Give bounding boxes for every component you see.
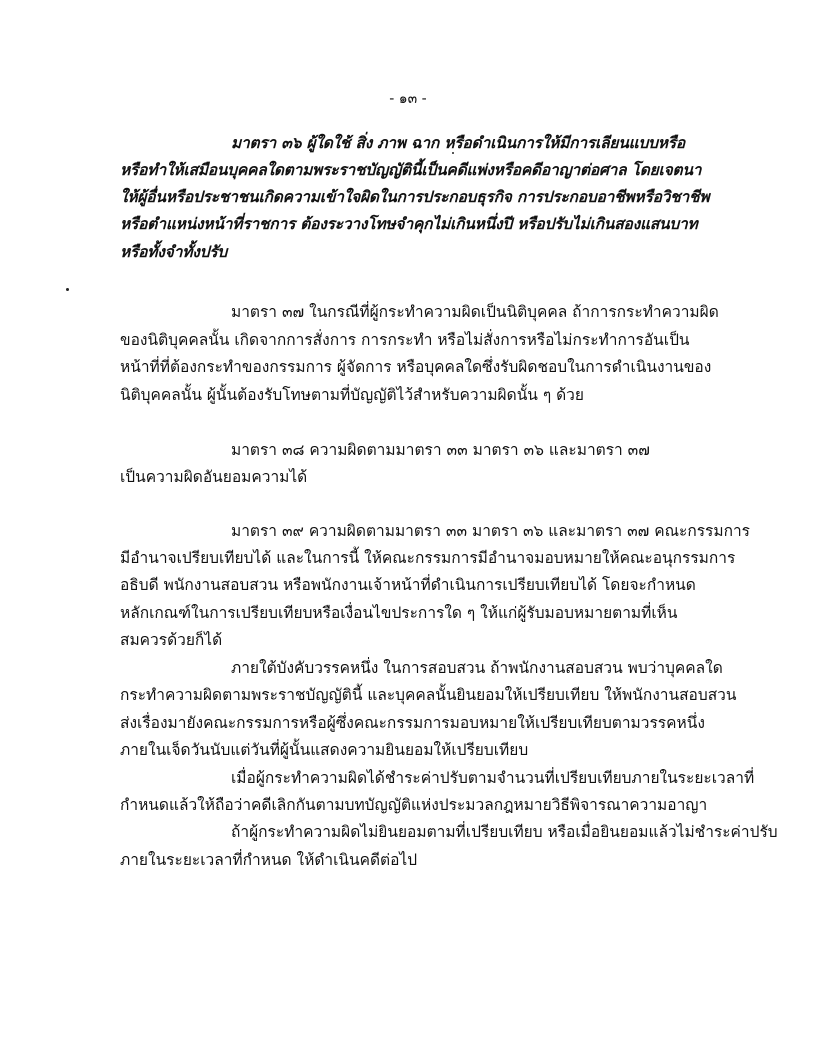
section-39-line-3: อธิบดี พนักงานสอบสวน หรือพนักงานเจ้าหน้าที่ดำเนินการเปรียบเทียบได้ โดยจะกำหนด: [120, 576, 696, 594]
section-36-line-4: หรือตำแหน่งหน้าที่ราชการ ต้องระวางโทษจำคุกไม่เกินหนึ่งปี หรือปรับไม่เกินสองแสนบาท: [120, 215, 698, 233]
section-39-line-2: มีอำนาจเปรียบเทียบได้ และในการนี้ ให้คณะกรรมการมีอำนาจมอบหมายให้คณะอนุกรรมการ: [120, 549, 736, 567]
section-37-line-3: หน้าที่ที่ต้องกระทำของกรรมการ ผู้จัดการ หรือบุคคลใดซึ่งรับผิดชอบในการดำเนินงานของ: [120, 358, 712, 376]
scan-speck: [452, 152, 454, 154]
section-39-para4-line-1: ถ้าผู้กระทำความผิดไม่ยินยอมตามที่เปรียบเทียบ หรือเมื่อยินยอมแล้วไม่ชำระค่าปรับ: [231, 823, 778, 841]
section-39-para2-line-1: ภายใต้บังคับวรรคหนึ่ง ในการสอบสวน ถ้าพนักงานสอบสวน พบว่าบุคคลใด: [231, 659, 723, 677]
section-39-para4-line-2: ภายในระยะเวลาที่กำหนด ให้ดำเนินคดีต่อไป: [120, 851, 418, 869]
section-38-line-1: มาตรา ๓๘ ความผิดตามมาตรา ๓๓ มาตรา ๓๖ และมาตรา ๓๗: [231, 441, 650, 459]
page-number: - ๑๓ -: [389, 91, 427, 107]
section-39-para3-line-2: กำหนดแล้วให้ถือว่าคดีเลิกกันตามบทบัญญัติแห่งประมวลกฎหมายวิธีพิจารณาความอาญา: [120, 796, 708, 814]
section-39-para2-line-4: ภายในเจ็ดวันนับแต่วันที่ผู้นั้นแสดงความยินยอมให้เปรียบเทียบ: [120, 741, 529, 759]
section-39-para2-line-3: ส่งเรื่องมายังคณะกรรมการหรือผู้ซึ่งคณะกรรมการมอบหมายให้เปรียบเทียบตามวรรคหนึ่ง: [120, 714, 705, 732]
section-39-line-4: หลักเกณฑ์ในการเปรียบเทียบหรือเงื่อนไขประการใด ๆ ให้แก่ผู้รับมอบหมายตามที่เห็น: [120, 604, 678, 622]
section-36-line-1: มาตรา ๓๖ ผู้ใดใช้ สิ่ง ภาพ ฉาก หรือดำเนินการให้มีการเลียนแบบหรือ: [231, 134, 685, 152]
section-36-line-2: หรือทำให้เสมือนบุคคลใดตามพระราชบัญญัตินี้เป็นคดีแพ่งหรือคดีอาญาต่อศาล โดยเจตนา: [120, 161, 702, 179]
section-39-para3-line-1: เมื่อผู้กระทำความผิดได้ชำระค่าปรับตามจำนวนที่เปรียบเทียบภายในระยะเวลาที่: [231, 769, 755, 787]
section-38-line-2: เป็นความผิดอันยอมความได้: [120, 468, 308, 486]
section-36-line-5: หรือทั้งจำทั้งปรับ: [120, 243, 228, 261]
section-37-line-2: ของนิติบุคคลนั้น เกิดจากการสั่งการ การกระทำ หรือไม่สั่งการหรือไม่กระทำการอันเป็น: [120, 331, 690, 349]
section-37-line-4: นิติบุคคลนั้น ผู้นั้นต้องรับโทษตามที่บัญญัติไว้สำหรับความผิดนั้น ๆ ด้วย: [120, 386, 584, 404]
section-36-line-3: ให้ผู้อื่นหรือประชาชนเกิดความเข้าใจผิดในการประกอบธุรกิจ การประกอบอาชีพหรือวิชาชีพ: [120, 188, 710, 206]
section-37-line-1: มาตรา ๓๗ ในกรณีที่ผู้กระทำความผิดเป็นนิติบุคคล ถ้าการกระทำความผิด: [231, 303, 719, 321]
section-39-line-1: มาตรา ๓๙ ความผิดตามมาตรา ๓๓ มาตรา ๓๖ และมาตรา ๓๗ คณะกรรมการ: [231, 522, 750, 540]
section-39-line-5: สมควรด้วยก็ได้: [120, 631, 223, 649]
scan-speck: [66, 288, 69, 291]
section-39-para2-line-2: กระทำความผิดตามพระราชบัญญัตินี้ และบุคคลนั้นยินยอมให้เปรียบเทียบ ให้พนักงานสอบสวน: [120, 686, 737, 704]
